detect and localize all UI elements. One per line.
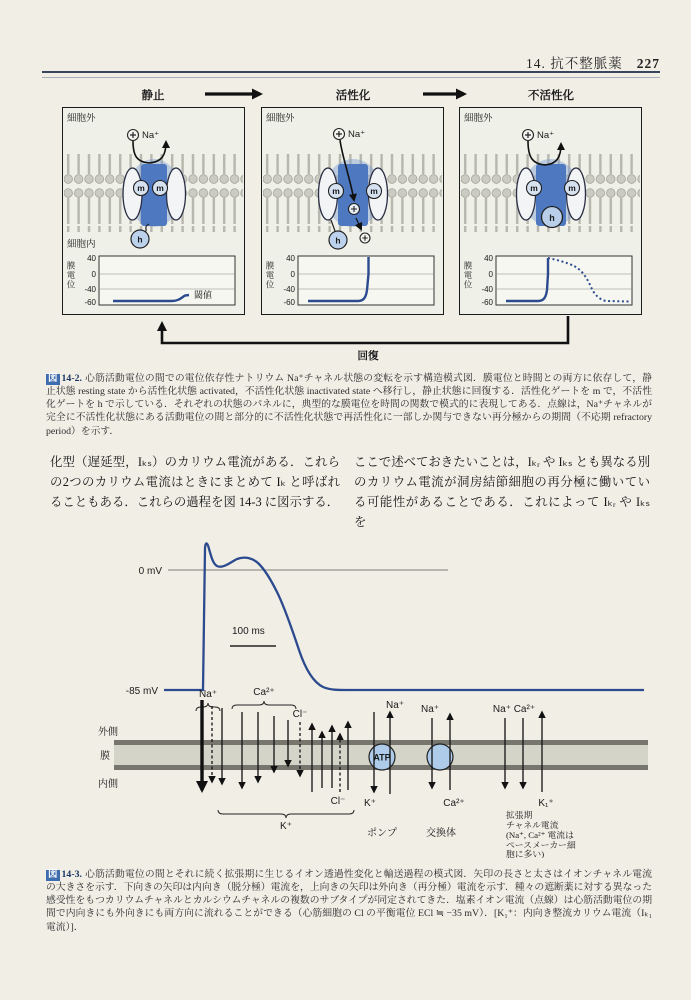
ion-current-figure <box>44 526 656 858</box>
outside-label: 外側 <box>98 727 118 738</box>
panel-activated-state <box>261 107 444 315</box>
intracellular-label: 細胞内 <box>67 240 96 250</box>
m-gate-label: m <box>530 183 538 193</box>
state-transition-arrows <box>60 86 645 102</box>
fig3-caption-text: 心筋活動電位の間とそれに続く拡張期に生じるイオン透過性変化と輸送過程の模式図．矢印の長さと太さはイオンチャネル電流の大きさを示す．下向きの矢印は内向き（脱分極）電流を，上向きの矢印は外向き（再分極）電流を示す．種々の遮断薬に対する異なった感受性をもつカリウムチャネルとカルシウムチャネルの複数のサブタイプが同定されてきた．塩素イオン電流（点線）は心筋活動電位の期間で内向きにも外向きにも両方向に流れることができる（心筋細胞の Cl の平衡電位 ECl ≒ −35 mV）．[K₁⁺：内向き整流カリウム電流（Iₖ₁ 電流）]． <box>46 868 652 933</box>
ytick: -60 <box>481 298 493 307</box>
m-gate-label: m <box>137 183 145 193</box>
figure-number: 14-2. <box>61 372 82 384</box>
ytick: 40 <box>87 254 96 263</box>
chloride-top-label: Cl⁻ <box>292 709 308 720</box>
diastolic-note-line: ペースメーカー細 <box>506 840 576 850</box>
state-title-inactivated: 不活性化 <box>528 90 574 102</box>
h-gate-label: h <box>137 234 143 245</box>
exchanger-circle <box>427 744 453 770</box>
extracellular-label: 細胞外 <box>266 114 295 124</box>
m-gate-label: m <box>332 186 340 196</box>
pump-label: ポンプ <box>367 828 397 839</box>
atp-label: ATP <box>373 752 391 763</box>
figure-badge: 図 <box>48 869 58 880</box>
extracellular-label: 細胞外 <box>464 114 493 124</box>
exchanger-label: 交換体 <box>426 828 456 839</box>
calcium-brace <box>232 701 296 709</box>
voltage-axis-label: 膜電位 <box>265 261 275 290</box>
panel-inactivated-state <box>459 107 642 315</box>
chapter-title: 14. 抗不整脈薬 <box>526 56 623 71</box>
action-potential-trace <box>164 543 644 690</box>
recovery-arrow-path <box>162 316 568 343</box>
inside-label: 内側 <box>98 779 118 790</box>
sodium-group-label: Na⁺ <box>198 689 218 700</box>
figure-number: 14-3. <box>61 868 82 880</box>
potassium-brace <box>218 810 354 818</box>
sodium-ion-label: Na⁺ <box>348 129 366 140</box>
diastolic-na-ca-label: Na⁺ Ca²⁺ <box>492 704 536 715</box>
calcium-group-label: Ca²⁺ <box>253 687 275 698</box>
ytick: -40 <box>84 285 96 294</box>
inactivated-channel-diagram <box>460 108 641 314</box>
voltage-graph <box>84 254 235 307</box>
diastolic-note-line: チャネル電流 <box>506 820 559 830</box>
h-gate-label: h <box>335 235 341 246</box>
panel-resting-state <box>62 107 245 315</box>
exchanger-na-label: Na⁺ <box>420 704 440 715</box>
state-title-resting: 静止 <box>141 90 165 102</box>
voltage-axis-label: 膜電位 <box>463 261 473 290</box>
ytick: 40 <box>286 254 295 263</box>
figure-badge: 図 <box>48 373 58 384</box>
ytick: 40 <box>484 254 493 263</box>
m-gate-label: m <box>156 183 164 193</box>
diastolic-k-label: K₁⁺ <box>538 798 554 809</box>
diastolic-note <box>506 809 576 858</box>
m-gate-label: m <box>568 183 576 193</box>
voltage-graph <box>283 254 434 307</box>
page-number: 227 <box>636 56 660 71</box>
sodium-ion-label: Na⁺ <box>537 130 555 141</box>
fig2-caption <box>46 372 652 438</box>
chloride-bottom-label: Cl⁻ <box>330 796 346 807</box>
sodium-brace <box>196 703 220 711</box>
header-rule <box>42 71 660 78</box>
fig3-caption <box>46 868 652 934</box>
diastolic-note-line: 拡張期 <box>506 810 533 820</box>
body-column-right: ここで述べておきたいことは，Iₖᵣ や Iₖₛ とも異なる別のカリウム電流が洞房結節細胞の再分極に働いている可能性があることである．これによって Iₖᵣ や Iₖₛ を <box>354 455 650 530</box>
voltage-graph <box>481 254 632 307</box>
potassium-group-label: K⁺ <box>280 821 292 832</box>
ytick: -60 <box>84 298 96 307</box>
ytick: -40 <box>283 285 295 294</box>
ytick: -60 <box>283 298 295 307</box>
page-header <box>42 52 660 72</box>
threshold-label: 閾値 <box>194 290 213 300</box>
ytick: -40 <box>481 285 493 294</box>
m-gate-label: m <box>370 186 378 196</box>
h-gate-label: h <box>549 213 555 223</box>
exchanger-ca-label: Ca²⁺ <box>443 798 465 809</box>
ytick: 0 <box>91 270 96 279</box>
zero-mv-label: 0 mV <box>138 566 162 577</box>
resting-channel-diagram <box>63 108 244 314</box>
channel-subunit <box>167 168 186 220</box>
body-column-left: 化型（遅延型，Iₖₛ）のカリウム電流がある．これらの2つのカリウム電流はときにまとめて Iₖ と呼ばれることもある．これらの過程を図 14-3 に図示する． <box>50 455 340 510</box>
membrane-label: 膜 <box>100 751 110 762</box>
voltage-axis-label: 膜電位 <box>66 261 76 290</box>
state-title-activated: 活性化 <box>335 90 371 102</box>
ytick: 0 <box>488 270 493 279</box>
recovery-label: 回復 <box>357 351 379 362</box>
diastolic-note-line: 胞に多い) <box>506 849 545 858</box>
scalebar-label: 100 ms <box>232 626 265 637</box>
ytick: 0 <box>290 270 295 279</box>
recovery-arrow <box>100 315 600 363</box>
fig2-caption-text: 心筋活動電位の間での電位依存性ナトリウム Na⁺チャネル状態の変転を示す構造模式図．膜電位と時間との両方に依存して，静止状態 resting state から活性化状態 activated，不活性化状態 inactivated state へ移行し，静止状態に回復する．活性化ゲートを m で，不活性化ゲートを h で示している．それぞれの状態のパネルに，典型的な膜電位を時間の関数で模式的に表現してある．点線は，Na⁺チャネルが完全に不活性化状態にある活動電位の間と部分的に不活性化状態で再活性化に一部しか関与できない再分極からの期間（不応期 refractory period）を示す． <box>46 372 652 437</box>
diastolic-note-line: (Na⁺, Ca²⁺ 電流は <box>506 830 574 840</box>
activated-channel-diagram <box>262 108 443 314</box>
resting-potential-label: -85 mV <box>125 686 158 697</box>
pump-na-label: Na⁺ <box>385 700 405 711</box>
pump-k-label: K⁺ <box>364 798 376 809</box>
sodium-ion-label: Na⁺ <box>142 130 160 141</box>
extracellular-label: 細胞外 <box>67 114 96 124</box>
